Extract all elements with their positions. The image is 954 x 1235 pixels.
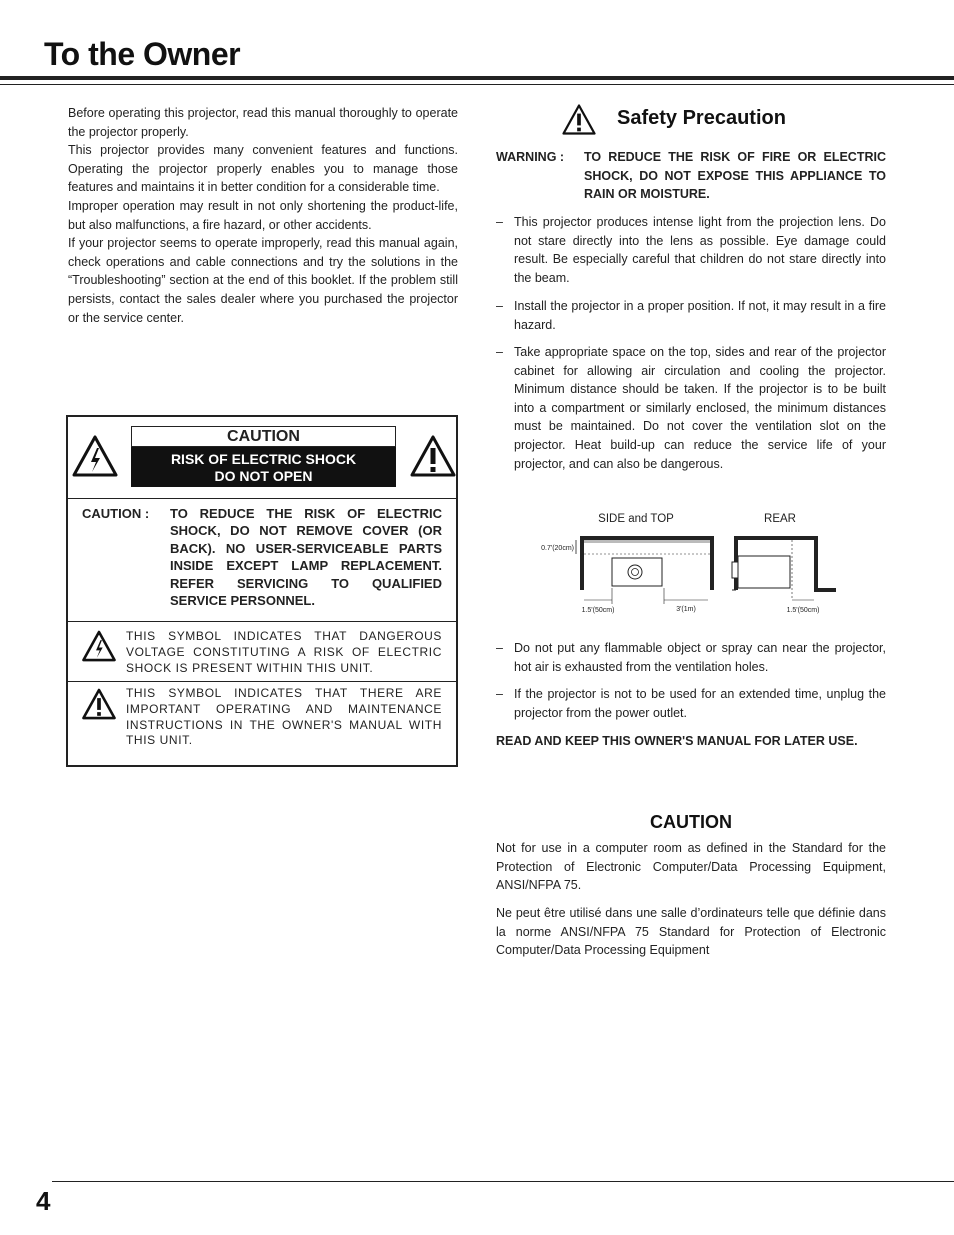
bullet-dash: – — [496, 687, 503, 701]
bullet-text: If the projector is not to be used for an extended time, unplug the projector from the power outlet. — [514, 687, 886, 720]
bullet-dash: – — [496, 215, 503, 229]
caution-paragraph-en: Not for use in a computer room as defined in the Standard for the Protection of Electronic Computer/Data Processing Equipment, ANSI/NFPA 75. — [496, 841, 886, 893]
symbol-description: THIS SYMBOL INDICATES THAT DANGEROUS VOLTAGE CONSTITUTING A RISK OF ELECTRIC SHOCK IS PRESENT WITHIN THIS UNIT. — [126, 629, 442, 675]
page-title: To the Owner — [44, 36, 241, 72]
caution-box-header — [68, 417, 456, 499]
diagram-label-side-top: SIDE and TOP — [598, 513, 674, 525]
symbol-description: THIS SYMBOL INDICATES THAT THERE ARE IMPORTANT OPERATING AND MAINTENANCE INSTRUCTIONS IN THE OWNER'S MANUAL WITH THIS UNIT. — [126, 686, 442, 748]
dim-side: 1.5'(50cm) — [581, 607, 615, 614]
exclamation-warning-icon — [410, 435, 456, 477]
clearance-diagram — [536, 508, 846, 618]
caution-label: CAUTION : — [82, 506, 150, 521]
lightning-warning-icon — [82, 630, 116, 662]
bullet-text: Install the projector in a proper position. If not, it may result in a fire hazard. — [514, 299, 886, 332]
dim-rear: 1.5'(50cm) — [786, 607, 820, 614]
intro-text — [68, 104, 458, 327]
divider — [68, 681, 456, 682]
caution-box-title: CAUTION — [131, 426, 396, 447]
exclamation-warning-icon — [562, 104, 596, 135]
read-keep-notice: READ AND KEEP THIS OWNER'S MANUAL FOR LATER USE. — [496, 734, 858, 748]
bullet-text: This projector produces intense light from the projection lens. Do not stare directly into the lens as possible. Eye damage could result. Be especially careful that children do not stare directly into the beam. — [514, 215, 886, 285]
caution-heading: CAUTION — [650, 812, 732, 832]
banner-line: RISK OF ELECTRIC SHOCK — [170, 451, 357, 467]
intro-paragraph: If your projector seems to operate improperly, read this manual again, check operations and cable connections and try the solutions in the “Troubleshooting” section at the end of this booklet. If the problem still persists, contact the sales dealer where you purchased the projector or the service center. — [68, 236, 458, 325]
page-number: 4 — [36, 1186, 51, 1216]
caution-text: TO REDUCE THE RISK OF ELECTRIC SHOCK, DO NOT REMOVE COVER (OR BACK). NO USER-SERVICEABLE PARTS INSIDE EXCEPT LAMP REPLACEMENT. REFER SERVICING TO QUALIFIED SERVICE PERSONNEL. — [170, 506, 442, 609]
intro-paragraph: This projector provides many convenient features and functions. Operating the projector properly enables you to manage those features and maintains it in better condition for a considerable time. — [68, 143, 458, 195]
bullet-text: Take appropriate space on the top, sides and rear of the projector cabinet for allowing air circulation and cooling the projector. Minimum distance should be taken. If the projector is to be built into a compartment or similarly enclosed, the minimum distances must be maintained. Do not cover the ventilation slot on the projector. Heat build-up can reduce the service life of your projector, and can also be dangerous. — [514, 345, 886, 471]
banner-line: DO NOT OPEN — [214, 468, 313, 484]
footer-rule — [52, 1181, 954, 1182]
lightning-warning-icon — [72, 435, 118, 477]
safety-title: Safety Precaution — [617, 107, 786, 129]
bullet-dash: – — [496, 641, 503, 655]
warning-text: TO REDUCE THE RISK OF FIRE OR ELECTRIC SHOCK, DO NOT EXPOSE THIS APPLIANCE TO RAIN OR MOISTURE. — [584, 150, 886, 202]
title-rule-thin — [0, 84, 954, 85]
exclamation-warning-icon — [82, 688, 116, 720]
caution-banner — [131, 447, 396, 487]
bullet-dash: – — [496, 345, 503, 359]
intro-paragraph: Improper operation may result in not only shortening the product-life, but also malfunctions, a fire hazard, or other accidents. — [68, 198, 458, 232]
caution-paragraph-fr: Ne peut être utilisé dans une salle d’ordinateurs telle que définie dans la norme ANSI/NFPA 75 Standard for Protection of Electronic Computer/Data Processing Equipment — [496, 906, 886, 958]
bullet-dash: – — [496, 299, 503, 313]
dim-top: 0.7'(20cm) — [541, 545, 574, 552]
intro-paragraph: Before operating this projector, read this manual thoroughly to operate the projector properly. — [68, 106, 458, 139]
divider — [68, 621, 456, 622]
warning-label: WARNING : — [496, 150, 565, 164]
diagram-label-rear: REAR — [764, 513, 796, 525]
dim-front: 3'(1m) — [676, 606, 696, 613]
caution-box — [66, 415, 458, 767]
title-rule — [0, 76, 954, 80]
bullet-text: Do not put any flammable object or spray can near the projector, hot air is exhausted from the ventilation holes. — [514, 641, 886, 674]
